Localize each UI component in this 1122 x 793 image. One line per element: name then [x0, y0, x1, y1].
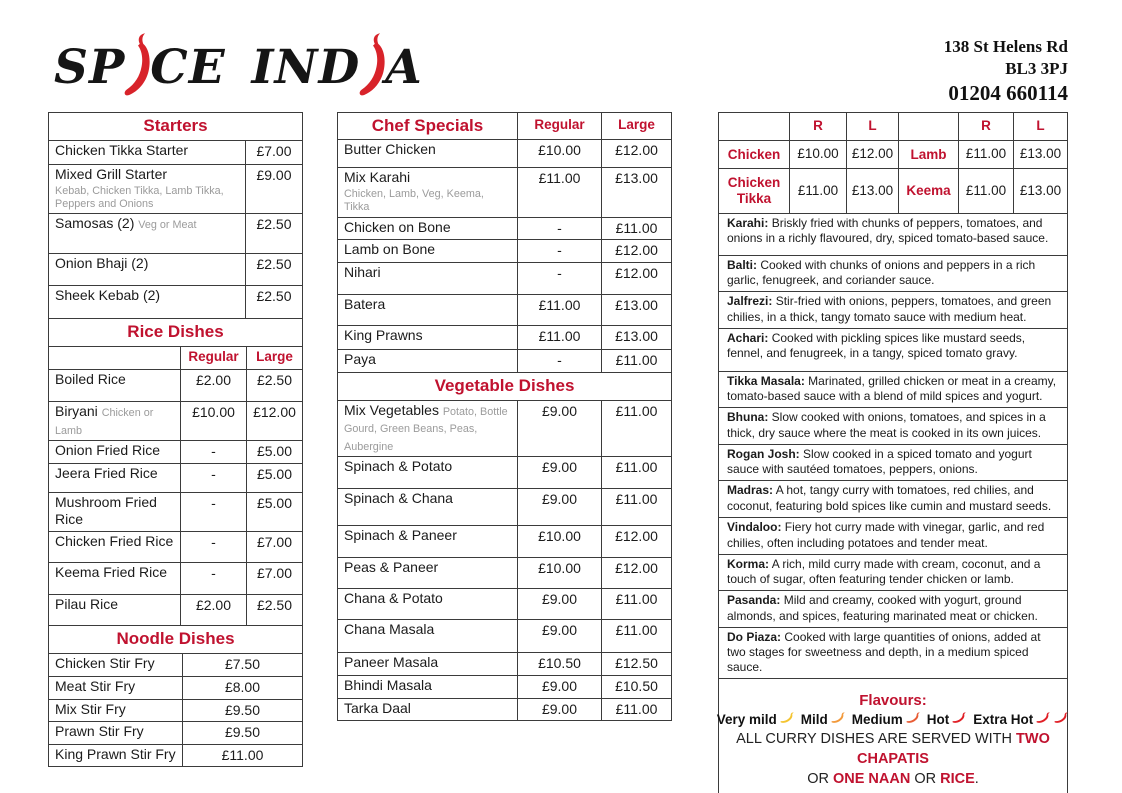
menu-item-row — [49, 253, 302, 285]
dish-name: Mushroom Fried Rice — [55, 493, 157, 528]
large-column-header: Large — [246, 347, 302, 369]
dish-price: £2.50 — [245, 286, 302, 318]
menu-item-row — [338, 588, 671, 619]
dish-name-cell — [338, 168, 517, 216]
curry-style-row — [719, 255, 1067, 291]
dish-name-cell — [49, 165, 245, 213]
curry-style-description: Briskly fried with chunks of peppers, tomatoes, and onions in a richly flavoured, dry, spiced tomato-based sauce. — [727, 216, 1049, 246]
dish-price-regular: £11.00 — [517, 295, 601, 325]
curry-style-name: Madras: — [727, 483, 774, 498]
flavours-title: Flavours: — [859, 692, 927, 710]
dish-price-regular: - — [517, 263, 601, 294]
dish-price-large: £7.00 — [246, 563, 302, 594]
logo-text-sp: SP — [54, 39, 126, 95]
dish-name: Batera — [344, 295, 386, 312]
dish-name: Tarka Daal — [344, 699, 411, 716]
dish-price-large: £5.00 — [246, 493, 302, 531]
dish-price-regular: - — [517, 350, 601, 372]
dish-price-large: £11.00 — [601, 699, 671, 721]
curry-style-description: Marinated, grilled chicken or meat in a creamy, tomato-based sauce with a blend of mild spices and yogurt. — [727, 373, 1057, 404]
chili-pepper-icon — [123, 32, 153, 98]
menu-item-row — [338, 349, 671, 372]
address-line-2: BL3 3PJ — [1005, 59, 1068, 79]
price-regular: £11.00 — [958, 141, 1013, 168]
menu-item-row — [49, 721, 302, 744]
dish-name: Paya — [344, 350, 376, 367]
middle-menu-column — [337, 112, 672, 721]
flavours-box — [716, 678, 1067, 793]
dish-name: Onion Fried Rice — [55, 442, 161, 459]
dish-price-large: £13.00 — [601, 295, 671, 325]
spice-levels-legend — [716, 712, 1063, 728]
dish-price-regular: £10.00 — [517, 526, 601, 557]
menu-item-row — [338, 239, 671, 262]
dish-price-large: £11.00 — [601, 218, 671, 240]
dish-price-regular: - — [180, 441, 246, 463]
dish-price-large: £12.50 — [601, 653, 671, 675]
price-grid-row — [719, 140, 1067, 168]
serving-note-segment: ONE NAAN — [832, 770, 911, 787]
menu-item-row — [338, 325, 671, 349]
curry-style-row — [719, 213, 1067, 255]
spice-level-label: Very mild — [716, 712, 777, 728]
menu-item-row — [338, 400, 671, 457]
meat-label: Keema — [898, 169, 958, 213]
curry-style-row — [719, 444, 1067, 480]
logo-text-ind: IND — [251, 39, 361, 95]
dish-price-large: £11.00 — [601, 350, 671, 372]
menu-item-row — [338, 139, 671, 167]
curry-style-description: Fiery hot curry made with vinegar, garlic, and red chilies, often including potatoes and tender meat. — [727, 520, 1045, 550]
dish-price-large: £12.00 — [601, 240, 671, 262]
dish-note: Potato, Bottle Gourd, Green Beans, Peas, Aubergine — [344, 405, 508, 453]
dish-name: Pilau Rice — [55, 595, 119, 612]
starters-section-title: Starters — [143, 116, 208, 135]
meat-label: Chicken Tikka — [727, 175, 781, 206]
dish-name-cell — [338, 350, 517, 372]
noodles-section-title: Noodle Dishes — [49, 625, 302, 653]
dish-name: Chicken Stir Fry — [55, 654, 155, 671]
dish-price: £7.00 — [245, 141, 302, 164]
dish-name: Jeera Fried Rice — [55, 464, 158, 481]
menu-item-row — [49, 213, 302, 253]
dish-price-large: £12.00 — [601, 558, 671, 588]
dish-price-regular: £2.00 — [180, 370, 246, 401]
price-grid-rows — [719, 140, 1067, 213]
dish-name: King Prawns — [344, 326, 423, 343]
menu-item-row — [338, 456, 671, 488]
curry-style-description: Cooked with pickling spices like mustard seeds, fennel, and fenugreek, in a tangy, spiced tomato gravy. — [727, 330, 1026, 361]
dish-name-cell — [338, 653, 517, 675]
dish-name: Chana Masala — [344, 621, 435, 638]
dish-subtext: Kebab, Chicken Tikka, Lamb Tikka, Peppers and Onions — [55, 184, 224, 210]
menu-item-row — [49, 562, 302, 594]
l-column-header: L — [1013, 113, 1067, 140]
menu-item-row — [49, 676, 302, 699]
menu-item-row — [338, 698, 671, 721]
dish-name: Samosas (2) — [55, 215, 135, 232]
dish-name: Chicken Tikka Starter — [55, 142, 189, 158]
dish-name-cell — [338, 240, 517, 262]
dish-name: Mix Karahi — [344, 169, 411, 186]
dish-price-large: £2.50 — [246, 595, 302, 625]
price-regular: £10.00 — [789, 141, 846, 168]
dish-name-cell — [338, 620, 517, 652]
vegetable-rows — [338, 400, 671, 721]
dish-name-cell — [49, 595, 180, 625]
dish-name-cell — [49, 677, 182, 699]
price-grid-row — [719, 168, 1067, 213]
dish-price: £8.00 — [182, 677, 302, 699]
dish-name-cell — [338, 401, 517, 457]
dish-price-large: £11.00 — [601, 457, 671, 488]
dish-price-regular: - — [180, 532, 246, 562]
dish-price-regular: - — [180, 493, 246, 531]
price-regular: £11.00 — [789, 169, 846, 213]
serving-note-segment: . — [974, 770, 979, 787]
dish-price-large: £5.00 — [246, 464, 302, 492]
dish-price-regular: - — [180, 464, 246, 492]
chili-icon — [831, 711, 846, 724]
dish-name-cell — [49, 563, 180, 594]
dish-price-regular: £11.00 — [517, 326, 601, 349]
menu-item-row — [49, 744, 302, 767]
curry-style-description: Cooked with chunks of onions and peppers in a rich garlic, fenugreek, and coriander sauce. — [727, 258, 1036, 288]
curry-style-name: Karahi: — [727, 216, 769, 230]
dish-name-cell — [49, 700, 182, 722]
logo-text-ce: CE — [150, 39, 226, 95]
chili-icon — [952, 711, 967, 724]
dish-price-large: £12.00 — [601, 526, 671, 557]
dish-price-large: £7.00 — [246, 532, 302, 562]
spice-level — [801, 712, 846, 727]
menu-item-row — [49, 594, 302, 625]
dish-name-cell — [49, 402, 180, 440]
dish-name: Meat Stir Fry — [55, 677, 136, 694]
blank-header-cell — [719, 113, 789, 140]
chef-specials-rows — [338, 139, 671, 371]
dish-name-cell — [49, 254, 245, 285]
spice-level-label: Hot — [926, 712, 950, 728]
price-regular: £11.00 — [958, 169, 1013, 213]
menu-item-row — [338, 619, 671, 652]
dish-price-large: £11.00 — [601, 489, 671, 525]
curry-style-name: Pasanda: — [727, 593, 781, 608]
dish-name: King Prawn Stir Fry — [55, 745, 176, 762]
menu-item-row — [49, 531, 302, 562]
curry-style-row — [719, 480, 1067, 517]
dish-price-large: £13.00 — [601, 326, 671, 349]
dish-price-large: £12.00 — [601, 140, 671, 167]
dish-name: Paneer Masala — [344, 654, 439, 671]
curry-style-name: Balti: — [727, 258, 757, 272]
restaurant-logo — [54, 34, 423, 100]
dish-name-cell — [49, 654, 182, 676]
spice-level-label: Medium — [851, 712, 903, 728]
dish-price-regular: £9.00 — [517, 699, 601, 721]
meat-label: Lamb — [898, 141, 958, 168]
dish-price-regular: £10.00 — [517, 140, 601, 167]
dish-name-cell — [338, 295, 517, 325]
vegetable-section-title: Vegetable Dishes — [338, 372, 671, 400]
curry-style-row — [719, 517, 1067, 553]
dish-price-regular: £2.00 — [180, 595, 246, 625]
dish-price-regular: - — [517, 240, 601, 262]
spice-level-label: Extra Hot — [973, 712, 1034, 728]
dish-name-cell — [49, 493, 180, 531]
curry-style-name: Do Piaza: — [727, 629, 782, 644]
blank-header-cell — [898, 113, 958, 140]
curry-style-row — [719, 291, 1067, 327]
dish-name-cell — [49, 286, 245, 318]
dish-name: Boiled Rice — [55, 371, 126, 388]
serving-note-segment: OR — [807, 770, 833, 787]
curry-style-row — [719, 554, 1067, 590]
dish-price-large: £12.00 — [601, 263, 671, 294]
menu-item-row — [338, 294, 671, 325]
dish-subtext: Chicken, Lamb, Veg, Keema, Tikka — [344, 187, 484, 214]
spice-level-label: Mild — [800, 712, 828, 728]
dish-price-large: £13.00 — [601, 168, 671, 216]
curry-style-row — [719, 627, 1067, 679]
address-line-1: 138 St Helens Rd — [943, 37, 1068, 56]
blank-header-cell — [49, 347, 180, 369]
left-menu-column — [48, 112, 303, 767]
chili-icon — [1036, 711, 1051, 724]
serving-note-segment: ALL CURRY DISHES ARE SERVED WITH — [736, 731, 1017, 748]
phone-number: 01204 660114 — [948, 81, 1068, 106]
dish-price-large: £11.00 — [601, 589, 671, 619]
right-menu-column — [718, 112, 1068, 793]
noodle-rows — [49, 653, 302, 767]
curry-style-name: Vindaloo: — [727, 520, 782, 535]
dish-price-large: £5.00 — [246, 441, 302, 463]
dish-price-large: £11.00 — [601, 401, 671, 457]
menu-item-row — [338, 525, 671, 557]
serving-note-line — [723, 730, 1063, 769]
menu-item-row — [338, 652, 671, 675]
menu-item-row — [49, 492, 302, 531]
curry-style-description: Cooked with large quantities of onions, added at two stages for sweetness and depth, in a medium spiced sauce. — [727, 629, 1041, 675]
chef-specials-header-row — [338, 113, 671, 139]
dish-name: Chicken Fried Rice — [55, 532, 174, 549]
chef-specials-section-title: Chef Specials — [371, 116, 484, 135]
dish-name: Mix Stir Fry — [55, 700, 126, 717]
dish-price-regular: £9.00 — [517, 620, 601, 652]
menu-item-row — [49, 699, 302, 722]
dish-name-cell — [338, 589, 517, 619]
dish-price-regular: £9.00 — [517, 589, 601, 619]
menu-item-row — [49, 463, 302, 492]
dish-name: Chicken on Bone — [344, 218, 451, 235]
dish-name-cell — [49, 370, 180, 401]
menu-item-row — [49, 401, 302, 440]
dish-name: Biryani — [55, 403, 98, 420]
serving-note-segment: TWO CHAPATIS — [857, 731, 1050, 768]
dish-name: Peas & Paneer — [344, 559, 439, 576]
curry-style-description: Stir-fried with onions, peppers, tomatoes, and green chilies, in a thick, tangy tomato sauce with medium heat. — [727, 294, 1052, 324]
price-large: £13.00 — [1013, 141, 1067, 168]
dish-price-regular: - — [517, 218, 601, 240]
meat-label: Chicken — [727, 146, 781, 162]
menu-item-row — [338, 557, 671, 588]
spice-level — [717, 712, 795, 727]
dish-price-large: £10.50 — [601, 676, 671, 698]
dish-price: £9.50 — [182, 700, 302, 722]
chili-icon — [906, 711, 921, 724]
dish-name-cell — [49, 532, 180, 562]
dish-name: Butter Chicken — [344, 141, 436, 158]
dish-name-cell — [49, 214, 245, 253]
menu-item-row — [49, 285, 302, 318]
menu-item-row — [49, 369, 302, 401]
dish-name: Spinach & Paneer — [344, 527, 457, 544]
serving-note-line — [723, 770, 1063, 790]
l-column-header: L — [846, 113, 898, 140]
dish-name-cell — [338, 457, 517, 488]
curry-style-name: Achari: — [727, 330, 769, 345]
dish-name: Nihari — [344, 263, 381, 280]
dish-name-cell — [49, 745, 182, 767]
dish-name-cell — [49, 464, 180, 492]
dish-price-regular: £10.00 — [180, 402, 246, 440]
spice-level — [927, 712, 968, 727]
price-large: £12.00 — [846, 141, 898, 168]
menu-item-row — [49, 653, 302, 676]
dish-name-cell — [338, 140, 517, 167]
restaurant-address — [944, 36, 1068, 107]
dish-name-cell — [49, 722, 182, 744]
dish-name: Keema Fried Rice — [55, 563, 168, 580]
dish-name-cell — [338, 218, 517, 240]
dish-price-regular: £9.00 — [517, 676, 601, 698]
dish-price-large: £12.00 — [246, 402, 302, 440]
dish-name: Spinach & Chana — [344, 490, 453, 507]
dish-note: Chicken or Lamb — [55, 407, 154, 437]
menu-item-row — [49, 140, 302, 164]
menu-item-row — [49, 164, 302, 213]
r-column-header: R — [958, 113, 1013, 140]
price-grid-header-row — [719, 113, 1067, 140]
rice-rows — [49, 369, 302, 625]
menu-item-row — [338, 262, 671, 294]
dish-name: Chana & Potato — [344, 590, 443, 607]
price-large: £13.00 — [1013, 169, 1067, 213]
r-column-header: R — [789, 113, 846, 140]
chili-icon — [780, 711, 795, 724]
dish-price-regular: £9.00 — [517, 457, 601, 488]
dish-name: Mix Vegetables — [344, 401, 439, 418]
large-column-header: Large — [601, 113, 671, 139]
starters-rows — [49, 140, 302, 318]
regular-column-header: Regular — [517, 113, 601, 139]
curry-style-name: Tikka Masala: — [727, 373, 805, 388]
dish-price: £9.00 — [245, 165, 302, 213]
dish-name: Lamb on Bone — [344, 241, 436, 258]
dish-price: £7.50 — [182, 654, 302, 676]
serving-note-segment: RICE — [940, 770, 975, 787]
dish-name-cell — [49, 441, 180, 463]
curry-style-name: Korma: — [727, 556, 770, 571]
chili-icon — [1054, 711, 1069, 724]
menu-item-row — [49, 440, 302, 463]
dish-name-cell — [338, 699, 517, 721]
dish-name: Onion Bhaji (2) — [55, 255, 149, 272]
curry-style-row — [719, 590, 1067, 626]
dish-name-cell — [49, 141, 245, 164]
rice-section-title: Rice Dishes — [49, 318, 302, 346]
curry-style-description: A rich, mild curry made with cream, coconut, and a touch of sugar, often featuring tender chicken or lamb. — [727, 556, 1041, 587]
curry-style-description: Mild and creamy, cooked with yogurt, ground almonds, and spices, featuring marinated meat or chicken. — [727, 593, 1038, 623]
menu-item-row — [338, 217, 671, 240]
dish-name-cell — [338, 676, 517, 698]
dish-price-regular: £11.00 — [517, 168, 601, 216]
curry-style-name: Bhuna: — [727, 410, 769, 425]
chili-pepper-icon — [358, 32, 388, 98]
dish-name: Prawn Stir Fry — [55, 723, 144, 740]
spice-level — [852, 712, 921, 727]
dish-price: £11.00 — [182, 745, 302, 767]
dish-name: Mixed Grill Starter — [55, 166, 168, 182]
dish-price: £2.50 — [245, 214, 302, 253]
curry-style-row — [719, 371, 1067, 407]
logo-text-a: A — [385, 39, 423, 95]
dish-note: Veg or Meat — [138, 219, 197, 232]
dish-name-cell — [338, 558, 517, 588]
dish-name-cell — [338, 526, 517, 557]
serving-note-segment: OR — [910, 770, 941, 787]
dish-price-regular: £10.00 — [517, 558, 601, 588]
menu-item-row — [338, 675, 671, 698]
dish-price-large: £11.00 — [601, 620, 671, 652]
dish-name-cell — [338, 326, 517, 349]
curry-style-description: A hot, tangy curry with tomatoes, red chilies, and coconut, featuring bold spices like cumin and mustard seeds. — [727, 483, 1052, 513]
dish-name: Bhindi Masala — [344, 677, 432, 694]
dish-price-regular: £10.50 — [517, 653, 601, 675]
curry-style-row — [719, 328, 1067, 371]
curry-style-name: Rogan Josh: — [727, 446, 800, 461]
dish-price: £9.50 — [182, 722, 302, 744]
menu-item-row — [338, 488, 671, 525]
dish-name-cell — [338, 489, 517, 525]
curry-style-descriptions — [719, 213, 1067, 678]
dish-name: Sheek Kebab (2) — [55, 287, 161, 304]
dish-price-regular: - — [180, 563, 246, 594]
curry-style-row — [719, 407, 1067, 443]
curry-style-description: Slow cooked with onions, tomatoes, and spices in a thick, dry sauce where the meat is cooked in its own juices. — [727, 410, 1046, 440]
dish-price: £2.50 — [245, 254, 302, 285]
curry-style-description: Slow cooked in a spiced tomato and yogurt sauce with sautéed tomatoes, peppers, onions. — [727, 446, 1032, 477]
dish-name-cell — [338, 263, 517, 294]
rice-header-row — [49, 346, 302, 369]
curry-style-name: Jalfrezi: — [727, 294, 773, 309]
dish-name: Spinach & Potato — [344, 458, 453, 475]
serving-note — [723, 730, 1063, 789]
dish-price-large: £2.50 — [246, 370, 302, 401]
regular-column-header: Regular — [180, 347, 246, 369]
price-large: £13.00 — [846, 169, 898, 213]
spice-level — [973, 712, 1069, 727]
dish-price-regular: £9.00 — [517, 401, 601, 457]
menu-item-row — [338, 167, 671, 216]
dish-price-regular: £9.00 — [517, 489, 601, 525]
